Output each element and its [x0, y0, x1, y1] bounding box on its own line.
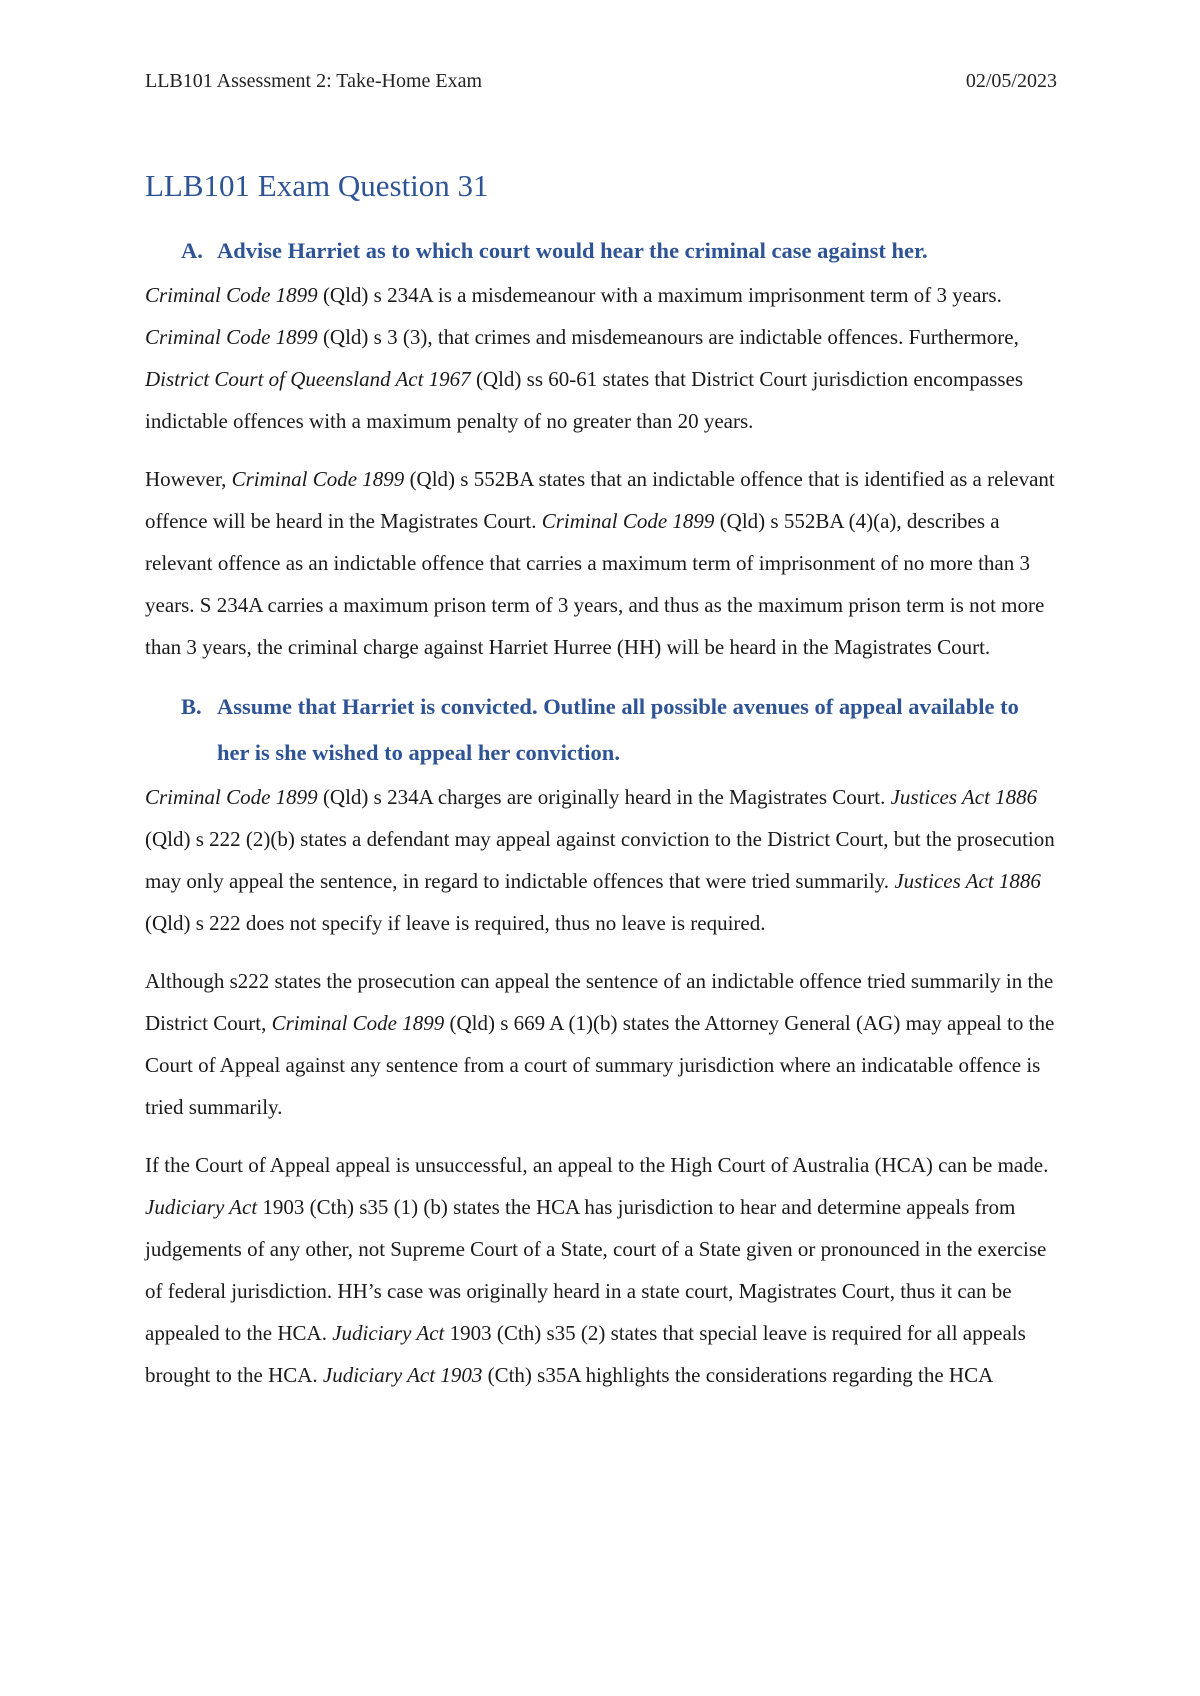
text-run: (Qld) s 3 (3), that crimes and misdemeanours are indictable offences. Furthermore,	[317, 325, 1019, 349]
question-a-heading	[181, 228, 1065, 274]
question-a-letter: A.	[181, 238, 203, 263]
statute-citation: Criminal Code 1899	[231, 467, 405, 491]
statute-citation: Criminal Code 1899	[145, 785, 318, 809]
text-run: (Qld) s 234A charges are originally heard in the Magistrates Court.	[317, 785, 891, 809]
answer-a-paragraph-2	[145, 458, 1065, 668]
question-b-text: Assume that Harriet is convicted. Outline all possible avenues of appeal available to her is she wished to appeal her conviction.	[217, 694, 1019, 765]
statute-citation: Justices Act 1886	[890, 785, 1038, 809]
text-run: (Qld) s 222 does not specify if leave is required, thus no leave is required.	[145, 911, 766, 935]
text-run: (Qld) s 552BA states that an indictable offence that is identified as a relevant offence will be heard in the Magistrates Court.	[145, 467, 1055, 533]
page-title: LLB101 Exam Question 31	[145, 168, 489, 203]
statute-citation: Criminal Code 1899	[145, 283, 318, 307]
statute-citation: Criminal Code 1899	[541, 509, 715, 533]
question-a-text: Advise Harriet as to which court would hear the criminal case against her.	[217, 238, 928, 263]
header-left: LLB101 Assessment 2: Take-Home Exam	[145, 70, 483, 92]
text-run: 1903 (Cth) s35 (1) (b) states the HCA has jurisdiction to hear and determine appeals from judgements of any other, not Supreme Court of a State, court of a State given or pronounced in the exercise of federal jurisdiction. HH’s case was originally heard in a state court, Magistrates Court, thus it can be appealed to the HCA.	[145, 1195, 1047, 1345]
text-run: 1903 (Cth) s35 (2) states that special leave is required for all appeals brought to the HCA.	[145, 1321, 1026, 1387]
text-run: (Qld) s 669 A (1)(b) states the Attorney General (AG) may appeal to the Court of Appeal against any sentence from a court of summary jurisdiction where an indicatable offence is tried summarily.	[145, 1011, 1055, 1119]
text-run: (Cth) s35A highlights the considerations regarding the HCA	[482, 1363, 994, 1387]
text-run: (Qld) s 222 (2)(b) states a defendant may appeal against conviction to the District Court, but the prosecution may only appeal the sentence, in regard to indictable offences that were tried summarily.	[145, 827, 1055, 893]
text-run: If the Court of Appeal appeal is unsuccessful, an appeal to the High Court of Australia (HCA) can be made.	[145, 1153, 1049, 1177]
answer-b-paragraph-2	[145, 960, 1065, 1128]
header-date: 02/05/2023	[965, 70, 1057, 92]
answer-b-paragraph-1	[145, 776, 1065, 944]
question-b-letter: B.	[181, 694, 202, 719]
statute-citation: District Court of Queensland Act 1967	[145, 367, 471, 391]
statute-citation: Judiciary Act 1903	[322, 1363, 483, 1387]
question-b-heading	[181, 684, 1065, 776]
answer-b-paragraph-3	[145, 1144, 1065, 1396]
text-run: (Qld) ss 60-61 states that District Court jurisdiction encompasses indictable offences with a maximum penalty of no greater than 20 years.	[145, 367, 1024, 433]
statute-citation: Criminal Code 1899	[145, 325, 318, 349]
text-run: However,	[145, 467, 232, 491]
document-body	[145, 228, 1065, 1412]
statute-citation: Criminal Code 1899	[271, 1011, 445, 1035]
text-run: (Qld) s 552BA (4)(a), describes a relevant offence as an indictable offence that carries a maximum term of imprisonment of no more than 3 years. S 234A carries a maximum prison term of 3 years, and thus as the maximum prison term is not more than 3 years, the criminal charge against Harriet Hurree (HH) will be heard in the Magistrates Court.	[145, 509, 1045, 659]
statute-citation: Judiciary Act	[145, 1195, 258, 1219]
statute-citation: Judiciary Act	[332, 1321, 445, 1345]
text-run: Although s222 states the prosecution can appeal the sentence of an indictable offence tried summarily in the District Court,	[145, 969, 1054, 1035]
text-run: (Qld) s 234A is a misdemeanour with a maximum imprisonment term of 3 years.	[317, 283, 1002, 307]
statute-citation: Justices Act 1886	[894, 869, 1041, 893]
answer-a-paragraph-1	[145, 274, 1065, 442]
